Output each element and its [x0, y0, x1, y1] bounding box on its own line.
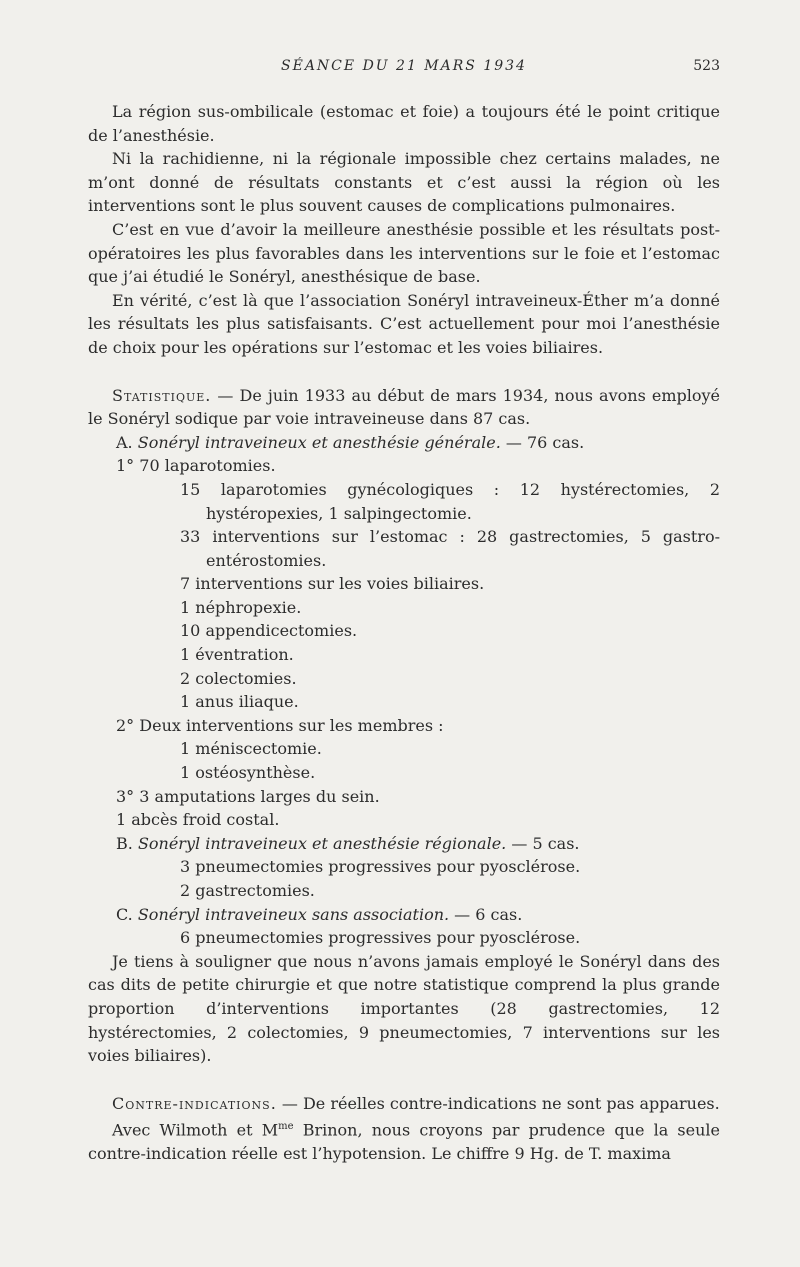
section-heading-contre-indications: Contre-indications.: [112, 1093, 277, 1113]
contre-indications-paragraph: Contre-indications. — De réelles contre-indications ne sont pas apparues.: [112, 1093, 720, 1113]
running-header: [88, 58, 720, 82]
list-item: 2 gastrectomies.: [180, 881, 315, 900]
list-item: 2 colectomies.: [180, 668, 297, 688]
section-a-heading: A. Sonéryl intraveineux et anesthésie générale. — 76 cas.: [116, 432, 585, 452]
paragraph: Ni la rachidienne, ni la régionale impossible chez certains malades, ne m’ont donné de résultats constants et c’est aussi la région où les interventions sont le plus souvent causes de complications pulmonaires.: [88, 149, 720, 216]
paragraph: La région sus-ombilicale (estomac et foie) a toujours été le point critique de l’anesthésie.: [88, 102, 720, 145]
page-number: 523: [693, 58, 720, 74]
list-item: 2° Deux interventions sur les membres :: [116, 715, 444, 735]
paragraph: En vérité, c’est là que l’association Sonéryl intraveineux-Éther m’a donné les résultats les plus satisfaisants. C’est actuellement pour moi l’anesthésie de choix pour les opérations sur l’estomac et les voies biliaires.: [88, 290, 720, 357]
list-item: 33 interventions sur l’estomac : 28 gastrectomies, 5 gastro-entérostomies.: [180, 527, 720, 570]
section-c-heading: C. Sonéryl intraveineux sans association. — 6 cas.: [116, 904, 523, 924]
list-item: 1 ostéosynthèse.: [180, 763, 316, 783]
list-item: 1 abcès froid costal.: [116, 810, 280, 830]
list-item: 7 interventions sur les voies biliaires.: [180, 574, 485, 594]
statistique-paragraph: Statistique. — De juin 1933 au début de mars 1934, nous avons employé le Sonéryl sodique par voie intraveineuse dans 87 cas.: [88, 385, 720, 429]
list-item: 6 pneumectomies progressives pour pyosclérose.: [180, 928, 581, 948]
section-b-heading: B. Sonéryl intraveineux et anesthésie régionale. — 5 cas.: [116, 833, 580, 853]
section-heading-statistique: Statistique.: [112, 385, 212, 405]
conclusion-paragraph: Je tiens à souligner que nous n’avons jamais employé le Sonéryl dans des cas dits de petite chirurgie et que notre statistique comprend la plus grande proportion d’interventions importantes (28 gastrectomies, 12 hystérectomies, 2 colectomies, 9 pneumectomies, 7 interventions sur les voies biliaires).: [88, 951, 720, 1066]
list-item: 3 pneumectomies progressives pour pyosclérose.: [180, 857, 581, 877]
list-item: 1 méniscectomie.: [180, 739, 322, 759]
list-item: 10 appendicectomies.: [180, 621, 358, 641]
list-item: 1 éventration.: [180, 645, 294, 665]
body-text: [88, 100, 720, 1166]
list-item: 1° 70 laparotomies.: [116, 456, 276, 476]
header-title: SÉANCE DU 21 MARS 1934: [281, 58, 527, 74]
list-item: 3° 3 amputations larges du sein.: [116, 786, 380, 806]
paragraph: Avec Wilmoth et $M^{me}$ Brinon, nous croyons par prudence que la seule contre-indication réelle est l’hypotension. Le chiffre 9 Hg. de T. maxima: [88, 1120, 720, 1164]
list-item: 1 néphropexie.: [180, 597, 302, 617]
list-item: 15 laparotomies gynécologiques : 12 hystérectomies, 2 hystéropexies, 1 salpingectomie.: [180, 479, 720, 523]
paragraph: C’est en vue d’avoir la meilleure anesthésie possible et les résultats post-opératoires les plus favorables dans les interventions sur le foie et l’estomac que j’ai étudié le Sonéryl, anesthésique de base.: [88, 219, 720, 287]
list-item: 1 anus iliaque.: [180, 692, 299, 712]
